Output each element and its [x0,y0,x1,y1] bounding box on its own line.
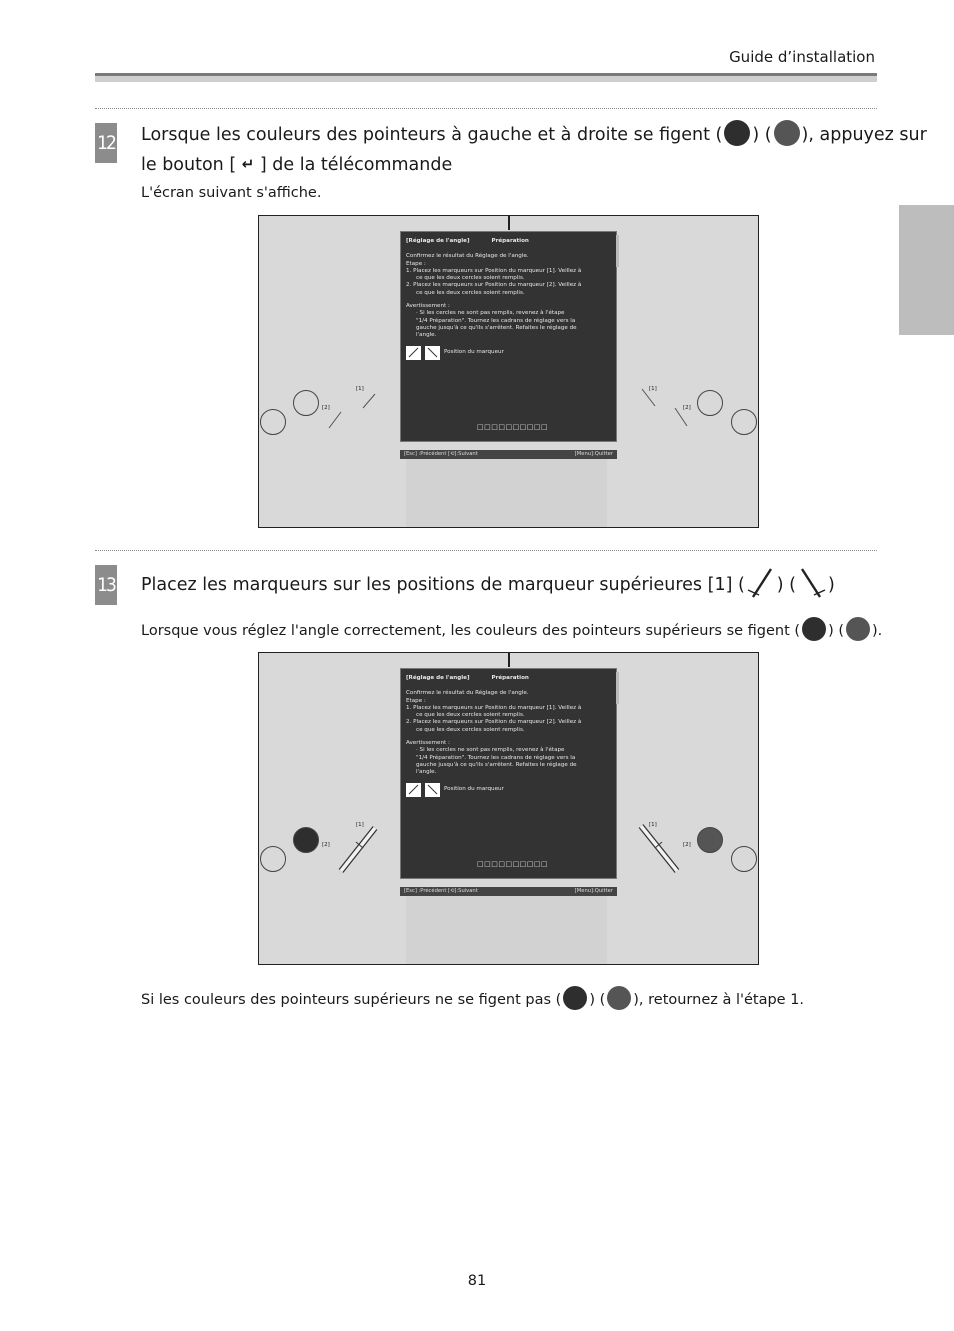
marker-label-2: [2] [322,405,330,411]
panel-step-label: Etape : [406,260,426,267]
panel-subtitle: Préparation [491,675,529,681]
page-number: 81 [467,1273,487,1289]
heading-text: ) ( [752,125,772,145]
panel-step-1b: ce que les deux cercles soient remplis. [416,712,525,719]
pointer-dark-icon [563,986,587,1010]
marker-lines [259,216,759,528]
panel-step-2b: ce que les deux cercles soient remplis. [416,726,525,733]
step-13-heading [141,566,835,612]
panel-step-2b: ce que les deux cercles soient remplis. [416,289,525,296]
body-text: Lorsque vous réglez l'angle correctement, les couleurs des pointeurs supérieurs se figent ( [141,623,801,639]
panel-step-2: 2. Placez les marqueurs sur Position du marqueur [2]. Veillez à [406,282,582,289]
panel-warning-label: Avertissement : [406,303,450,310]
chapter-side-tab [899,205,954,335]
step-13-body [141,617,882,641]
heading-text: ) ( [776,575,797,595]
section-divider [95,108,877,109]
pointer-dark-icon [802,617,826,641]
marker-caption: Position du marqueur [444,785,504,792]
note-text: Si les couleurs des pointeurs supérieurs ne se figent pas ( [141,992,562,1008]
panel-step-2: 2. Placez les marqueurs sur Position du marqueur [2]. Veillez à [406,719,582,726]
pointer-dark-icon [724,120,750,146]
heading-text: Placez les marqueurs sur les positions de marqueur supérieures [1] ( [141,575,745,595]
panel-warning-3: gauche jusqu'à ce qu'ils s'arrêtent. Refaites le réglage de [416,761,577,768]
placed-marker-right [641,826,677,871]
note-text: ) ( [589,992,606,1008]
marker-right-icon [796,566,828,612]
footer-nav: [Esc] :Précédent [⟲]:Suivant [404,451,478,457]
section-divider [95,550,877,551]
panel-warning-4: l'angle. [416,769,437,776]
panel-step-1: 1. Placez les marqueurs sur Position du marqueur [1]. Veillez à [406,704,582,711]
panel-title: [Réglage de l'angle] [406,238,470,244]
footer-quit: [Menu]:Quitter [574,888,613,894]
marker-label-2: [2] [322,842,330,848]
note-text: ), retournez à l'étape 1. [633,992,805,1008]
panel-step-label: Etape : [406,697,426,704]
heading-text: ) [828,575,835,595]
step-number-badge: 12 [95,123,117,163]
header-rule [95,73,877,82]
panel-intro: Confirmez le résultat du Réglage de l'angle. [406,253,529,260]
progress-indicator: □□□□□□□□□□ [477,422,549,431]
footer-quit: [Menu]:Quitter [574,451,613,457]
body-text: ) ( [828,623,844,639]
marker-label-1: [1] [356,386,364,392]
retry-note [141,986,804,1010]
screen-figure-1 [258,215,759,528]
footer-nav: [Esc] :Précédent [⟲]:Suivant [404,888,478,894]
heading-text: ] de la télécommande [259,155,453,175]
body-text: ). [872,623,883,639]
marker-left-icon [745,566,777,612]
panel-warning-1: · Si les cercles ne sont pas remplis, revenez à l'étape [416,310,565,317]
heading-text: le bouton [ [141,155,237,175]
pointer-mid-icon [607,986,631,1010]
panel-warning-2: "1/4 Préparation". Tournez les cadrans de réglage vers la [416,754,576,761]
panel-subtitle: Préparation [491,238,529,244]
panel-title: [Réglage de l'angle] [406,675,470,681]
running-title: Guide d’installation [729,48,875,66]
heading-text: ), appuyez sur [801,125,927,145]
marker-sticks [259,653,759,965]
enter-key-icon: ↵ [241,155,255,173]
marker-label-2: [2] [683,842,691,848]
progress-indicator: □□□□□□□□□□ [477,859,549,868]
step-number-badge: 13 [95,565,117,605]
panel-warning-4: l'angle. [416,332,437,339]
heading-text: Lorsque les couleurs des pointeurs à gauche et à droite se figent ( [141,125,723,145]
panel-warning-3: gauche jusqu'à ce qu'ils s'arrêtent. Refaites le réglage de [416,324,577,331]
panel-warning-2: "1/4 Préparation". Tournez les cadrans de réglage vers la [416,317,576,324]
panel-warning-1: · Si les cercles ne sont pas remplis, revenez à l'étape [416,747,565,754]
screen-figure-2 [258,652,759,965]
panel-step-1: 1. Placez les marqueurs sur Position du marqueur [1]. Veillez à [406,267,582,274]
step-12-heading [141,120,927,180]
marker-label-1: [1] [649,822,657,828]
placed-marker-left [341,828,375,871]
marker-label-1: [1] [649,386,657,392]
panel-step-1b: ce que les deux cercles soient remplis. [416,275,525,282]
pointer-mid-icon [846,617,870,641]
marker-caption: Position du marqueur [444,348,504,355]
pointer-mid-icon [774,120,800,146]
panel-warning-label: Avertissement : [406,740,450,747]
marker-label-2: [2] [683,405,691,411]
step-12-body: L'écran suivant s'affiche. [141,185,322,201]
marker-label-1: [1] [356,822,364,828]
panel-intro: Confirmez le résultat du Réglage de l'angle. [406,690,529,697]
